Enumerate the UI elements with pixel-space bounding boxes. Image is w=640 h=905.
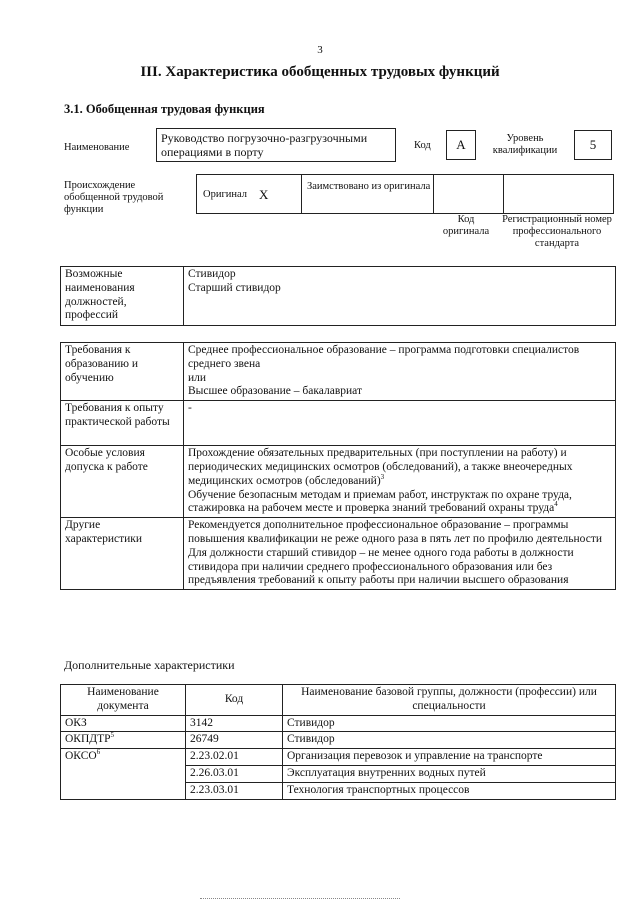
positions-row xyxy=(61,267,616,326)
footnote-ref: 4 xyxy=(554,500,558,509)
level-value-box xyxy=(574,130,612,160)
name-value: Руководство погрузочно-разгрузочными операциями в порту xyxy=(161,131,368,159)
requirement-line: Высшее образование – бакалавриат xyxy=(188,385,362,398)
requirement-label: Требования к образованию и обучению xyxy=(61,343,184,401)
code-cell: 2.23.02.01 xyxy=(186,749,283,766)
requirement-value xyxy=(184,401,616,446)
header-code: Код xyxy=(186,685,283,716)
footnote-ref: 6 xyxy=(96,748,101,757)
position-item: Старший стивидор xyxy=(188,281,281,294)
borrowed-label: Заимствовано из оригинала xyxy=(307,181,431,192)
positions-values xyxy=(184,267,616,326)
reg-number-label: Регистрационный номер профессионального стандарта xyxy=(502,214,612,249)
name-cell: Стивидор xyxy=(283,715,616,732)
name-cell: Организация перевозок и управление на транспорте xyxy=(283,749,616,766)
doc-cell: ОКПДТР$^5$ xyxy=(61,732,186,749)
original-label: Оригинал xyxy=(203,189,247,200)
position-item: Стивидор xyxy=(188,268,236,280)
code-value: А xyxy=(456,137,466,152)
requirement-label: Особые условия допуска к работе xyxy=(61,446,184,518)
code-value-box xyxy=(446,130,476,160)
requirement-line: Прохождение обязательных предварительных (при поступлении на работу) и периодических медицинских осмотров (обследований), а также внеочередных медицинских осмотров (обследований)$^3$ xyxy=(188,447,573,487)
additional-header-row xyxy=(61,685,616,716)
additional-table xyxy=(60,684,616,800)
name-cell: Стивидор xyxy=(283,732,616,749)
requirement-value xyxy=(184,518,616,590)
name-cell: Технология транспортных процессов xyxy=(283,782,616,799)
code-original-label: Код оригинала xyxy=(442,214,490,237)
header-name: Наименование базовой группы, должности (профессии) или специальности xyxy=(283,685,616,716)
requirement-line: или xyxy=(188,371,207,384)
header-doc: Наименование документа xyxy=(61,685,186,716)
level-value: 5 xyxy=(589,137,597,152)
positions-label: Возможные наименования должностей, профессий xyxy=(61,267,184,326)
footnote-ref: 5 xyxy=(110,731,115,740)
doc-cell: ОКЗ xyxy=(61,715,186,732)
requirement-label: Другие характеристики xyxy=(61,518,184,590)
requirement-value xyxy=(184,446,616,518)
table-row xyxy=(61,732,616,749)
name-label: Наименование xyxy=(64,142,130,153)
requirement-row-experience xyxy=(61,401,616,446)
page-edge-marks xyxy=(200,898,400,901)
requirement-row-special-conditions xyxy=(61,446,616,518)
name-cell: Эксплуатация внутренних водных путей xyxy=(283,765,616,782)
requirement-value xyxy=(184,343,616,401)
code-cell: 2.23.03.01 xyxy=(186,782,283,799)
requirement-label: Требования к опыту практической работы xyxy=(61,401,184,446)
page-number: 3 xyxy=(317,44,323,56)
doc-cell: ОКСО$^6$ xyxy=(61,749,186,799)
requirement-line: Обучение безопасным методам и приемам работ, инструктаж по охране труда, стажировка на рабочем месте и проверка знаний требований охраны труда$^4$ xyxy=(188,488,572,515)
requirement-line: Рекомендуется дополнительное профессиональное образование – программы повышения квалификации не реже одного раза в пять лет по профилю деятельности xyxy=(188,519,602,545)
code-label: Код xyxy=(414,140,431,151)
table-row xyxy=(61,715,616,732)
requirement-line: - xyxy=(188,402,192,415)
requirement-row-education xyxy=(61,343,616,401)
code-cell: 26749 xyxy=(186,732,283,749)
requirement-line: Среднее профессиональное образование – программа подготовки специалистов среднего звена xyxy=(188,344,580,370)
table-row xyxy=(61,749,616,766)
subsection-title: 3.1. Обобщенная трудовая функция xyxy=(64,102,265,116)
footnote-ref: 3 xyxy=(380,472,385,481)
requirements-table xyxy=(60,342,616,590)
requirement-line: Для должности старший стивидор – не менее одного года работы в должности стивидора при наличии среднего профессионального образования или без предъявления требований к опыту работы при наличии высшего образования xyxy=(188,546,574,587)
code-cell: 2.26.03.01 xyxy=(186,765,283,782)
code-cell: 3142 xyxy=(186,715,283,732)
requirement-row-other xyxy=(61,518,616,590)
name-value-box xyxy=(156,128,396,162)
section-title: III. Характеристика обобщенных трудовых функций xyxy=(140,64,500,80)
original-mark: X xyxy=(259,187,269,202)
additional-title: Дополнительные характеристики xyxy=(64,658,235,672)
origin-label: Происхождение обобщенной трудовой функции xyxy=(64,180,164,215)
origin-row xyxy=(196,174,614,214)
level-label: Уровень квалификации xyxy=(492,133,558,156)
positions-table xyxy=(60,266,616,326)
